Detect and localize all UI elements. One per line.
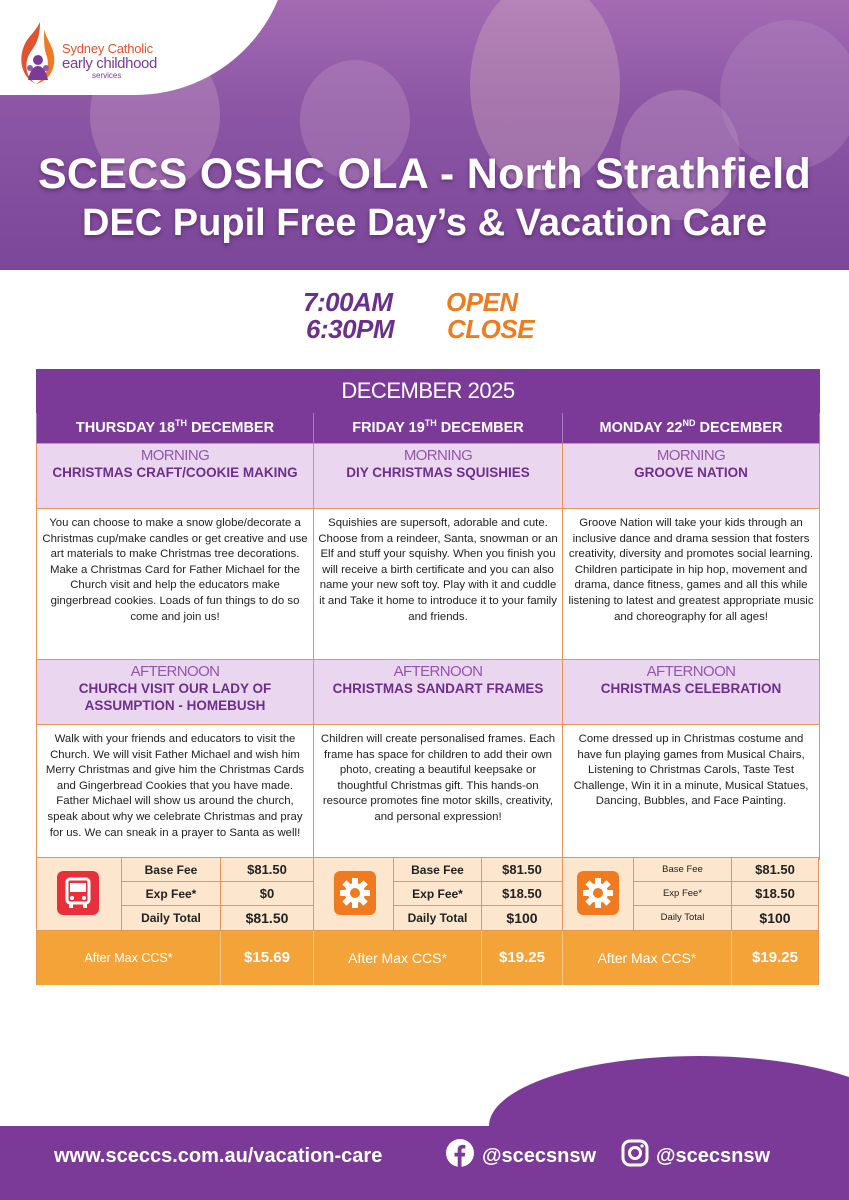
morning-activity-thursday xyxy=(37,444,314,509)
afternoon-activity-monday xyxy=(563,660,820,725)
period-label: MORNING xyxy=(656,447,726,464)
base-fee-label: Base Fee xyxy=(662,864,703,875)
logo-wordmark xyxy=(62,42,157,80)
base-fee-label: Base Fee xyxy=(411,863,464,877)
gear-icon xyxy=(334,871,376,915)
base-fee-value: $81.50 xyxy=(247,862,287,877)
hero-photo-child xyxy=(720,20,849,170)
day-heading-friday: FRIDAY 19TH DECEMBER xyxy=(314,413,563,444)
facebook-handle[interactable]: @scecsnsw xyxy=(482,1145,597,1167)
ccs-label: After Max CCS* xyxy=(84,951,173,965)
ccs-value: $15.69 xyxy=(244,949,290,966)
gear-icon xyxy=(577,871,619,915)
activity-description: Walk with your friends and educators to visit the Church. We will visit Father Michael and wish him Merry Christmas and give him the Christmas Cards and Gingerbread Cookies that you have made. Father Michael will show us around the church, speak about why we celebrate Christmas and pray for us. We can sneak in a prayer to Santa as well! xyxy=(37,725,314,860)
facebook-icon[interactable] xyxy=(446,1139,474,1167)
base-fee-value: $81.50 xyxy=(755,862,795,877)
period-label: MORNING xyxy=(403,447,473,464)
schedule-table xyxy=(36,369,819,860)
footer-decoration xyxy=(489,1056,849,1196)
morning-activity-monday xyxy=(563,444,820,509)
open-time: 7:00AM xyxy=(303,287,393,317)
activity-title: CHURCH VISIT OUR LADY OF ASSUMPTION - HOMEBUSH xyxy=(78,681,272,713)
daily-total-label: Daily Total xyxy=(660,912,705,923)
logo-line-1: Sydney Catholic xyxy=(62,41,153,56)
activity-title: DIY CHRISTMAS SQUISHIES xyxy=(346,465,530,480)
period-label: AFTERNOON xyxy=(646,663,736,680)
exp-fee-label: Exp Fee* xyxy=(412,887,463,901)
ccs-label: After Max CCS* xyxy=(597,950,697,966)
month-heading: DECEMBER 2025 xyxy=(37,370,820,413)
afternoon-activity-thursday xyxy=(37,660,314,725)
day-heading-thursday: THURSDAY 18TH DECEMBER xyxy=(37,413,314,444)
afternoon-activity-friday xyxy=(314,660,563,725)
logo-line-3: services xyxy=(92,71,122,80)
close-time: 6:30PM xyxy=(306,314,395,344)
instagram-handle[interactable]: @scecsnsw xyxy=(656,1145,771,1167)
daily-total-value: $100 xyxy=(759,910,791,926)
page-subtitle: DEC Pupil Free Day’s & Vacation Care xyxy=(82,202,767,244)
ccs-label: After Max CCS* xyxy=(348,950,447,966)
exp-fee-value: $0 xyxy=(259,886,275,901)
activity-description: Come dressed up in Christmas costume and have fun playing games from Musical Chairs, Listening to Christmas Carols, Taste Test Challenge, Win it in a minute, Musical Statues, Dancing, Bubbles, and Face Painting. xyxy=(563,725,820,860)
daily-total-value: $100 xyxy=(506,910,538,926)
activity-description: Squishies are supersoft, adorable and cute. Choose from a reindeer, Santa, snowman or an Elf and stuff your squishy. When you finish you will receive a birth certificate and you can also name your new soft toy. Play with it and cuddle it and Take it home to introduce it to your family and friends. xyxy=(314,509,563,660)
base-fee-value: $81.50 xyxy=(502,862,542,877)
exp-fee-label: Exp Fee* xyxy=(145,887,197,901)
hero-banner xyxy=(0,0,849,270)
day-heading-monday: MONDAY 22ND DECEMBER xyxy=(563,413,820,444)
morning-activity-friday xyxy=(314,444,563,509)
activity-title: CHRISTMAS CELEBRATION xyxy=(600,681,782,696)
activity-description: Children will create personalised frames. Each frame has space for children to add their own photo, creating a beautiful keepsake or thoughtful Christmas gift. This hands-on resource promotes fine motor skills, creativity, and personal expression! xyxy=(314,725,563,860)
exp-fee-label: Exp Fee* xyxy=(662,888,703,899)
instagram-icon[interactable] xyxy=(621,1139,649,1167)
page-title: SCECS OSHC OLA - North Strathfield xyxy=(37,150,812,198)
activity-title: CHRISTMAS SANDART FRAMES xyxy=(332,681,544,696)
exp-fee-value: $18.50 xyxy=(502,886,542,901)
period-label: MORNING xyxy=(140,447,210,464)
period-label: AFTERNOON xyxy=(130,663,220,680)
daily-total-value: $81.50 xyxy=(245,910,289,926)
logo-line-2: early childhood xyxy=(62,55,157,72)
activity-title: GROOVE NATION xyxy=(634,465,748,480)
daily-total-label: Daily Total xyxy=(407,911,468,925)
exp-fee-value: $18.50 xyxy=(755,886,795,901)
fees-panel xyxy=(36,857,819,985)
activity-description: Groove Nation will take your kids through an inclusive dance and drama session that fosters creativity, diversity and promotes social learning. Children participate in hip hop, movement and drama, dance fitness, games and all this while listening to latest and greatest appropriate music and choreography for all ages! xyxy=(563,509,820,660)
logo-icon xyxy=(14,20,60,90)
activity-description: You can choose to make a snow globe/decorate a Christmas cup/make candles or get creative and use art materials to make Christmas tree decorations. Make a Christmas Card for Father Michael for the Church visit and help the educators make gingerbread cookies. Loads of fun things to do so come and join us! xyxy=(37,509,314,660)
open-label: OPEN xyxy=(446,287,518,317)
website-link[interactable]: www.sceccs.com.au/vacation-care xyxy=(54,1145,383,1167)
daily-total-label: Daily Total xyxy=(141,911,201,925)
period-label: AFTERNOON xyxy=(393,663,483,680)
ccs-value: $19.25 xyxy=(499,949,545,966)
base-fee-label: Base Fee xyxy=(144,863,198,877)
close-label: CLOSE xyxy=(447,314,535,344)
activity-title: CHRISTMAS CRAFT/COOKIE MAKING xyxy=(52,465,298,480)
ccs-value: $19.25 xyxy=(752,949,798,966)
bus-icon xyxy=(57,871,99,915)
